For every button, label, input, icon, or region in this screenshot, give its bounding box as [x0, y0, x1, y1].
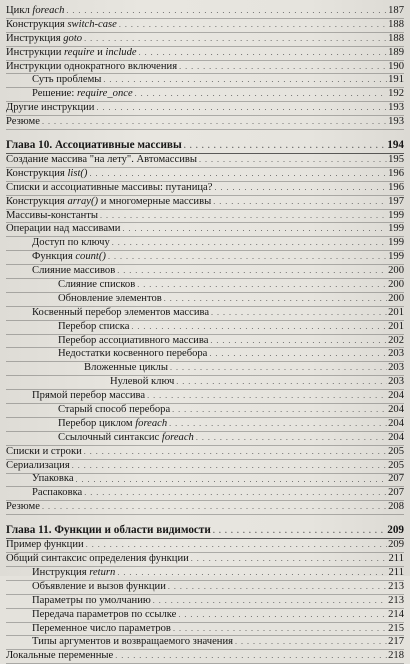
entry-text: Суть проблемы — [32, 74, 102, 86]
entry-text: Упаковка — [32, 473, 74, 485]
entry-text: Перебор ассоциативного массива — [58, 334, 209, 346]
entry-title — [58, 293, 163, 306]
entry-code-term: array() — [67, 195, 99, 207]
dot-leader — [213, 523, 386, 538]
page-number: 215 — [388, 622, 404, 634]
toc-entry — [6, 404, 404, 418]
toc-entry — [6, 74, 404, 88]
toc-entry — [6, 553, 404, 567]
dot-leader — [139, 47, 387, 60]
chapter-title: Глава 11. Функции и области видимости — [6, 524, 211, 537]
page-number: 207 — [388, 473, 404, 485]
dot-leader — [191, 553, 387, 566]
entry-text: Слияние списков — [58, 279, 136, 291]
dot-leader — [153, 595, 387, 608]
toc-entry — [6, 376, 404, 390]
dot-leader — [168, 581, 387, 594]
page-number: 203 — [388, 348, 404, 360]
entry-text: Списки и строки — [6, 445, 82, 457]
entry-title — [32, 307, 210, 320]
entry-title — [6, 61, 178, 74]
page-number: 205 — [388, 445, 404, 457]
dot-leader — [84, 33, 387, 46]
toc-entry — [6, 196, 404, 210]
toc-entry — [6, 539, 404, 553]
entry-text: Типы аргументов и возвращаемого значения — [32, 636, 234, 648]
dot-leader — [112, 237, 387, 250]
page-number: 202 — [388, 334, 404, 346]
entry-title — [6, 501, 41, 514]
page-number: 199 — [388, 237, 404, 249]
dot-leader — [176, 376, 387, 389]
page-number: 191 — [388, 74, 404, 86]
entry-title — [6, 19, 118, 32]
page-number: 196 — [388, 167, 404, 179]
dot-leader — [209, 348, 387, 361]
entry-text: Обновление элементов — [58, 292, 162, 304]
dot-leader — [108, 251, 387, 264]
entry-title — [32, 251, 107, 264]
dot-leader — [42, 116, 387, 129]
toc-entry — [6, 33, 404, 47]
entry-text: Резюме — [6, 116, 40, 128]
dot-leader — [172, 404, 387, 417]
entry-code-term: foreach — [135, 417, 168, 429]
entry-title — [32, 473, 75, 486]
entry-text: Передача параметров по ссылке — [32, 608, 177, 620]
toc-entry — [6, 279, 404, 293]
dot-leader — [115, 650, 387, 663]
entry-title — [6, 196, 212, 209]
page-number: 188 — [388, 32, 404, 44]
page-number: 187 — [388, 4, 404, 16]
chapter-title: Глава 10. Ассоциативные массивы — [6, 139, 182, 152]
entry-text: Массивы-константы — [6, 209, 98, 221]
dot-leader — [147, 390, 387, 403]
page-number: 199 — [388, 251, 404, 263]
entry-title — [6, 223, 121, 236]
dot-leader — [184, 138, 387, 153]
page-number: 194 — [387, 139, 404, 152]
toc-entry — [6, 460, 404, 474]
chapter-10-heading — [6, 138, 404, 154]
entry-code-term: count() — [75, 251, 106, 263]
entry-title — [32, 265, 116, 278]
entry-text: Объявление и вызов функции — [32, 580, 166, 592]
entry-code-term: switch-case — [67, 18, 117, 30]
page-number: 218 — [388, 650, 404, 662]
entry-title — [6, 539, 85, 552]
entry-code-term: goto — [63, 32, 83, 44]
entry-text: Создание массива "на лету". Автомассивы — [6, 154, 197, 165]
page-number: 205 — [388, 459, 404, 471]
toc-entry — [6, 251, 404, 265]
entry-text: Инструкция — [32, 566, 90, 578]
entry-text: Пример функции — [6, 539, 84, 551]
entry-title — [32, 636, 234, 649]
toc-section-a — [6, 5, 404, 130]
toc-entry — [6, 487, 404, 501]
toc-entry — [6, 293, 404, 307]
entry-text: Операции над массивами — [6, 223, 121, 235]
entry-title — [32, 623, 172, 636]
toc-entry — [6, 348, 404, 362]
entry-title — [58, 404, 171, 417]
page-number: 200 — [388, 292, 404, 304]
page-number: 203 — [388, 362, 404, 374]
entry-code-term: require_once — [76, 88, 133, 100]
entry-text: Вложенные циклы — [84, 362, 168, 374]
entry-text: и — [94, 46, 106, 58]
page-number: 213 — [388, 594, 404, 606]
toc-entry — [6, 168, 404, 182]
entry-title — [32, 609, 177, 622]
toc-entry — [6, 390, 404, 404]
entry-code-term: list() — [67, 167, 88, 179]
toc-entry — [6, 102, 404, 116]
page-number: 196 — [388, 181, 404, 193]
dot-leader — [117, 567, 387, 580]
page-number: 189 — [388, 46, 404, 58]
dot-leader — [210, 335, 387, 348]
toc-entry — [6, 265, 404, 279]
toc-entry — [6, 581, 404, 595]
entry-text: Решение: — [32, 88, 77, 100]
entry-code-term: require — [64, 46, 95, 58]
entry-title — [6, 5, 65, 18]
entry-title — [6, 650, 114, 663]
toc-entry — [6, 88, 404, 102]
entry-text: Локальные переменные — [6, 650, 114, 662]
dot-leader — [122, 223, 387, 236]
entry-title — [84, 362, 169, 375]
dot-leader — [173, 623, 387, 636]
page-number: 209 — [387, 524, 404, 537]
page-number: 192 — [388, 88, 404, 100]
dot-leader — [66, 5, 387, 18]
entry-text: Слияние массивов — [32, 265, 116, 277]
entry-title — [32, 74, 102, 87]
entry-text: Недостатки косвенного перебора — [58, 348, 208, 360]
dot-leader — [235, 636, 387, 649]
entry-title — [6, 446, 83, 459]
page-number: 193 — [388, 116, 404, 128]
page-number: 201 — [388, 306, 404, 318]
toc-entry — [6, 501, 404, 515]
entry-text: Сериализация — [6, 459, 70, 471]
entry-text: Параметры по умолчанию — [32, 594, 151, 606]
dot-leader — [137, 279, 387, 292]
page-number: 211 — [388, 553, 404, 565]
page-number: 207 — [388, 487, 404, 499]
toc-entry — [6, 116, 404, 130]
entry-text: Старый способ перебора — [58, 404, 171, 416]
entry-title — [58, 348, 208, 361]
dot-leader — [164, 293, 387, 306]
entry-title — [6, 47, 138, 60]
entry-text: Функция — [32, 251, 76, 263]
toc-entry — [6, 321, 404, 335]
entry-title — [32, 567, 116, 580]
toc-entry — [6, 474, 404, 488]
toc-entry — [6, 650, 404, 664]
toc-entry — [6, 47, 404, 61]
dot-leader — [169, 418, 387, 431]
entry-text: Доступ по ключу — [32, 237, 110, 249]
page-number: 200 — [388, 279, 404, 291]
toc-entry — [6, 182, 404, 196]
page-number: 211 — [388, 566, 404, 578]
toc-entry — [6, 5, 404, 19]
page-number: 209 — [388, 539, 404, 551]
entry-text: Инструкции — [6, 46, 65, 58]
entry-text: Косвенный перебор элементов массива — [32, 306, 210, 318]
entry-code-term: foreach — [32, 4, 65, 16]
page-number: 201 — [388, 320, 404, 332]
entry-title — [58, 432, 195, 445]
entry-text: Конструкция — [6, 167, 68, 179]
entry-title — [6, 553, 190, 566]
dot-leader — [100, 210, 387, 223]
entry-text: Ссылочный синтаксис — [58, 431, 162, 443]
toc-entry — [6, 418, 404, 432]
dot-leader — [178, 609, 387, 622]
entry-title — [110, 376, 175, 389]
entry-title — [6, 102, 95, 115]
entry-text: Общий синтаксис определения функции — [6, 553, 189, 565]
entry-text: Конструкция — [6, 18, 68, 30]
dot-leader — [96, 102, 387, 115]
page-number: 204 — [388, 417, 404, 429]
entry-text: Переменное число параметров — [32, 622, 171, 634]
entry-text: Другие инструкции — [6, 102, 95, 114]
toc-entry — [6, 432, 404, 446]
entry-title — [32, 487, 83, 500]
entry-title — [32, 390, 146, 403]
dot-leader — [86, 539, 387, 552]
page-number: 188 — [388, 18, 404, 30]
dot-leader — [170, 362, 387, 375]
entry-code-term: include — [105, 46, 137, 58]
entry-title — [6, 33, 83, 46]
entry-title — [6, 210, 99, 223]
entry-title — [58, 335, 209, 348]
entry-code-term: return — [89, 566, 116, 578]
entry-title — [58, 321, 130, 334]
entry-text: Инструкция — [6, 32, 64, 44]
entry-text: Инструкции однократного включения — [6, 60, 178, 72]
entry-text: Прямой перебор массива — [32, 390, 146, 402]
toc-entry — [6, 19, 404, 33]
dot-leader — [213, 196, 387, 209]
page-number: 204 — [388, 404, 404, 416]
dot-leader — [117, 265, 387, 278]
toc-section-c — [6, 539, 404, 664]
page-number: 208 — [388, 501, 404, 513]
entry-title — [6, 182, 213, 195]
toc-entry — [6, 61, 404, 75]
page-number: 200 — [388, 265, 404, 277]
entry-title — [32, 595, 152, 608]
page-number: 204 — [388, 390, 404, 402]
dot-leader — [119, 19, 387, 32]
page-number: 204 — [388, 431, 404, 443]
dot-leader — [89, 168, 387, 181]
dot-leader — [84, 487, 387, 500]
entry-title — [6, 168, 88, 181]
chapter-11-heading — [6, 523, 404, 539]
entry-title — [32, 581, 167, 594]
toc-entry — [6, 154, 404, 168]
entry-text: Резюме — [6, 501, 40, 513]
page-number: 190 — [388, 60, 404, 72]
dot-leader — [179, 61, 387, 74]
page-number: 214 — [388, 608, 404, 620]
toc-entry — [6, 446, 404, 460]
entry-text: Списки и ассоциативные массивы: путаница? — [6, 181, 213, 193]
entry-text: Распаковка — [32, 487, 83, 499]
dot-leader — [76, 474, 387, 487]
dot-leader — [84, 446, 387, 459]
page-number: 199 — [388, 223, 404, 235]
entry-text: Перебор циклом — [58, 417, 136, 429]
entry-title — [6, 116, 41, 129]
entry-text: Перебор списка — [58, 320, 130, 332]
dot-leader — [72, 460, 387, 473]
entry-text: Цикл — [6, 4, 33, 16]
toc-entry — [6, 567, 404, 581]
toc-entry — [6, 595, 404, 609]
toc-entry — [6, 210, 404, 224]
entry-text: Нулевой ключ — [110, 376, 175, 388]
toc-entry — [6, 623, 404, 637]
entry-text: и многомерные массивы — [98, 195, 212, 207]
toc-entry — [6, 237, 404, 251]
page-number: 199 — [388, 209, 404, 221]
toc-entry — [6, 609, 404, 623]
page-number: 193 — [388, 102, 404, 114]
dot-leader — [135, 88, 387, 101]
page-number: 217 — [388, 636, 404, 648]
dot-leader — [42, 501, 387, 514]
entry-title — [32, 88, 134, 101]
toc-entry — [6, 223, 404, 237]
entry-title — [58, 279, 136, 292]
dot-leader — [131, 321, 387, 334]
entry-title — [32, 237, 111, 250]
page-number: 213 — [388, 580, 404, 592]
toc-entry — [6, 335, 404, 349]
toc-section-b — [6, 154, 404, 515]
entry-text: Конструкция — [6, 195, 68, 207]
entry-title — [58, 418, 168, 431]
dot-leader — [199, 154, 387, 167]
entry-code-term: foreach — [161, 431, 194, 443]
page-number: 203 — [388, 376, 404, 388]
page-number: 197 — [388, 195, 404, 207]
toc-entry — [6, 636, 404, 650]
dot-leader — [214, 182, 387, 195]
dot-leader — [103, 74, 387, 87]
entry-title — [6, 460, 71, 473]
dot-leader — [211, 307, 387, 320]
entry-title — [6, 154, 198, 167]
dot-leader — [196, 432, 387, 445]
toc-entry — [6, 362, 404, 376]
page-number: 195 — [388, 154, 404, 165]
toc-entry — [6, 307, 404, 321]
